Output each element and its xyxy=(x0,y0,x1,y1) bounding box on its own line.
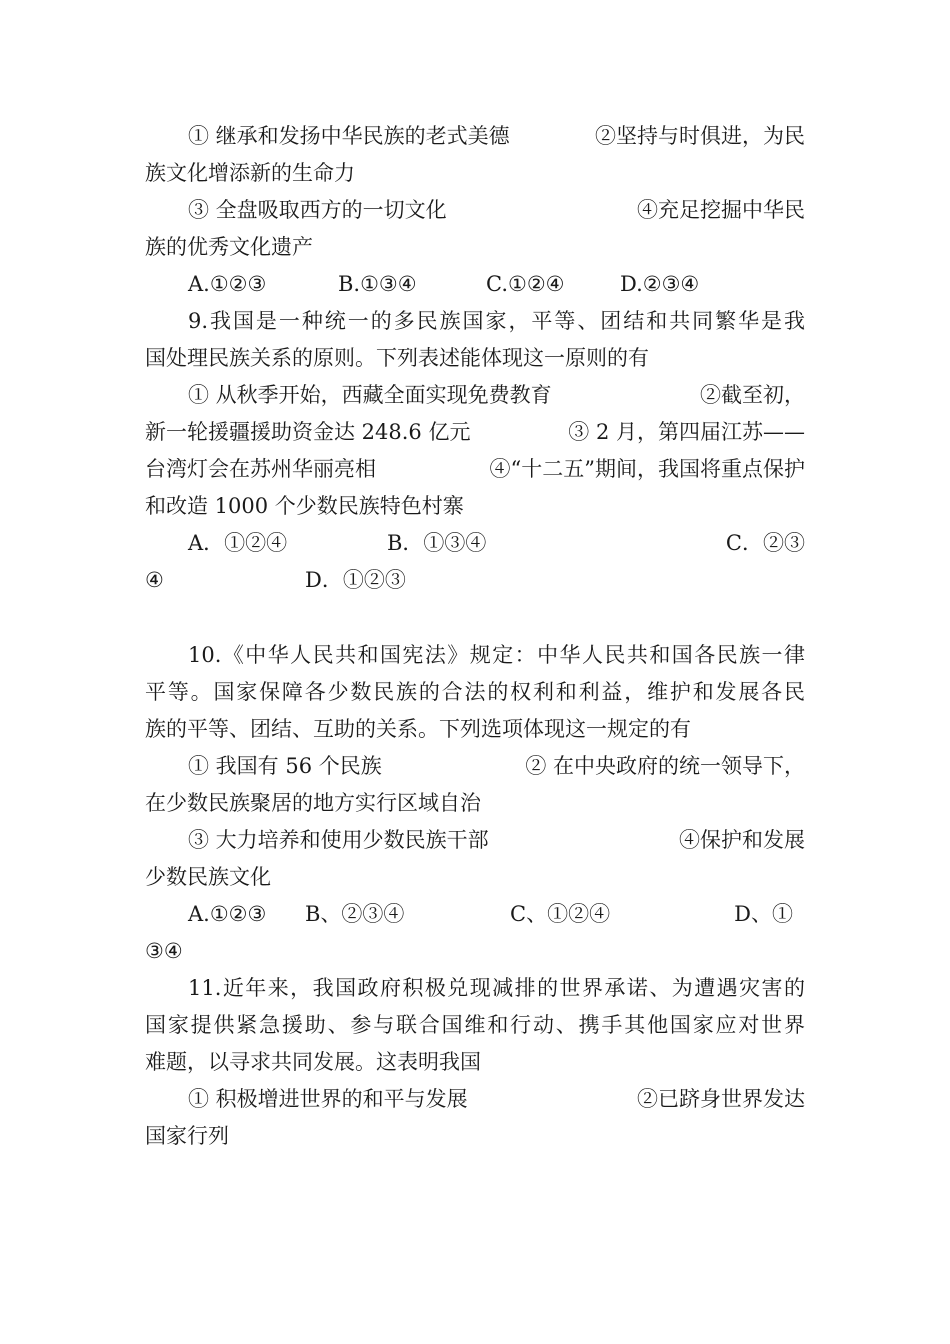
q9-option-4: ④“十二五”期间，我国将重点保护 xyxy=(489,457,805,481)
q9-option-3-continued: 台湾灯会在苏州华丽亮相 xyxy=(145,457,376,481)
q9-option-2: ②截至初， xyxy=(700,383,805,407)
q11-options-row-1 xyxy=(188,1081,805,1118)
q9-stem-line-2: 国处理民族关系的原则。下列表述能体现这一原则的有 xyxy=(145,346,649,370)
q9-choice-c-continued: ④ xyxy=(145,568,164,592)
q8-choices xyxy=(188,266,805,303)
q10-stem-line-1: 10.《中华人民共和国宪法》规定：中华人民共和国各民族一律 xyxy=(188,643,805,667)
q10-choice-b: B、②③④ xyxy=(305,902,405,926)
q8-options-row-1 xyxy=(188,118,805,155)
q8-option-4-continued: 族的优秀文化遗产 xyxy=(145,235,313,259)
q11-option-2-continued: 国家行列 xyxy=(145,1124,229,1148)
q10-option-4: ④保护和发展 xyxy=(679,828,805,852)
q11-stem-line-2: 国家提供紧急援助、参与联合国维和行动、携手其他国家应对世界 xyxy=(145,1013,805,1037)
q8-choice-c: C.①②④ xyxy=(486,272,565,296)
q10-option-3: ③ 大力培养和使用少数民族干部 xyxy=(188,828,489,852)
q9-option-4-continued: 和改造 1000 个少数民族特色村寨 xyxy=(145,494,464,518)
q10-stem-line-3: 族的平等、团结、互助的关系。下列选项体现这一规定的有 xyxy=(145,717,691,741)
q8-option-1: ① 继承和发扬中华民族的老式美德 xyxy=(188,124,510,148)
q9-options-row-1 xyxy=(188,377,805,414)
q11-stem-line-3: 难题，以寻求共同发展。这表明我国 xyxy=(145,1050,481,1074)
q8-choice-d: D.②③④ xyxy=(620,272,700,296)
q10-option-4-continued: 少数民族文化 xyxy=(145,865,271,889)
q10-option-2: ② 在中央政府的统一领导下， xyxy=(525,754,805,778)
q9-choices-row-2 xyxy=(145,562,805,599)
q9-option-1: ① 从秋季开始，西藏全面实现免费教育 xyxy=(188,383,552,407)
q10-option-2-continued: 在少数民族聚居的地方实行区域自治 xyxy=(145,791,481,815)
q11-stem-line-1: 11.近年来，我国政府积极兑现减排的世界承诺、为遭遇灾害的 xyxy=(188,976,805,1000)
q10-choice-d: D、① xyxy=(734,902,793,926)
q9-choice-d: D．①②③ xyxy=(305,568,406,592)
q8-option-2: ②坚持与时俱进，为民 xyxy=(595,124,805,148)
q9-options-row-3 xyxy=(145,451,805,488)
q9-choices-row-1 xyxy=(188,525,805,562)
q9-option-3: ③ 2 月，第四届江苏—— xyxy=(568,420,805,444)
q10-stem-line-2: 平等。国家保障各少数民族的合法的权利和利益，维护和发展各民 xyxy=(145,680,805,704)
q10-choice-c: C、①②④ xyxy=(510,902,611,926)
q8-choice-b: B.①③④ xyxy=(338,272,417,296)
q8-option-2-continued: 族文化增添新的生命力 xyxy=(145,161,355,185)
q8-option-3: ③ 全盘吸取西方的一切文化 xyxy=(188,198,447,222)
q10-choices-row-1 xyxy=(188,896,805,933)
q9-stem-line-1: 9.我国是一种统一的多民族国家，平等、团结和共同繁华是我 xyxy=(188,309,805,333)
q9-options-row-2 xyxy=(145,414,805,451)
q8-choice-a: A.①②③ xyxy=(188,272,267,296)
q8-options-row-2 xyxy=(188,192,805,229)
q10-choice-d-continued: ③④ xyxy=(145,939,183,963)
q10-options-row-2 xyxy=(188,822,805,859)
q11-option-1: ① 积极增进世界的和平与发展 xyxy=(188,1087,468,1111)
q10-options-row-1 xyxy=(188,748,805,785)
q10-option-1: ① 我国有 56 个民族 xyxy=(188,754,382,778)
q10-choice-a: A.①②③ xyxy=(188,902,267,926)
q9-choice-b: B．①③④ xyxy=(387,531,487,555)
q8-option-4: ④充足挖掘中华民 xyxy=(637,198,805,222)
q11-option-2: ②已跻身世界发达 xyxy=(637,1087,805,1111)
q9-option-2-continued: 新一轮援疆援助资金达 248.6 亿元 xyxy=(145,420,471,444)
q9-choice-a: A．①②④ xyxy=(188,531,288,555)
q9-choice-c: C．②③ xyxy=(725,531,805,555)
